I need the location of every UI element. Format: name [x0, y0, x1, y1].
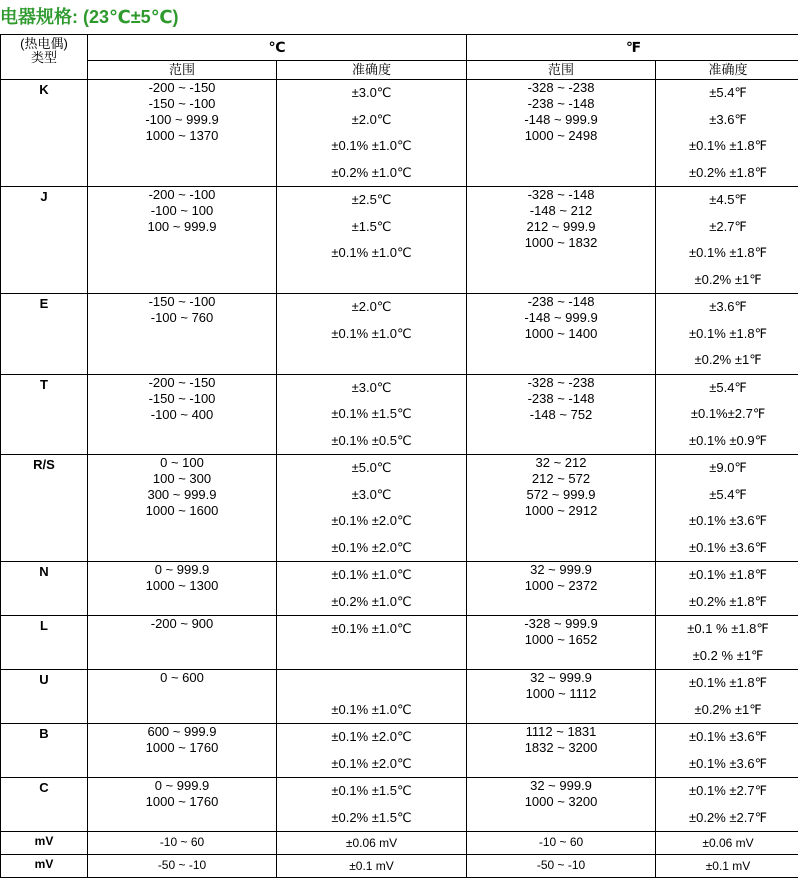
fahrenheit-accuracy-cell	[656, 562, 798, 616]
fahrenheit-range-value: 32 ~ 999.9	[530, 562, 592, 577]
celsius-accuracy-value: ±0.06 mV	[345, 836, 398, 850]
fahrenheit-accuracy-value: ±0.1 mV	[705, 859, 751, 873]
celsius-accuracy-value: ±0.1% ±2.0℃	[331, 729, 412, 744]
thermocouple-type: L	[1, 616, 88, 670]
celsius-range-cell	[88, 778, 277, 832]
fahrenheit-range-value: 1112 ~ 1831	[525, 724, 597, 739]
celsius-accuracy-cell	[277, 294, 467, 375]
celsius-range-cell	[88, 374, 277, 455]
fahrenheit-accuracy-value: ±0.2% ±1℉	[694, 701, 762, 717]
celsius-range-value: 0 ~ 600	[160, 670, 204, 685]
celsius-accuracy-value: ±0.1% ±1.0℃	[331, 567, 412, 582]
thermocouple-rows	[1, 80, 798, 832]
fahrenheit-accuracy-cell	[656, 832, 798, 855]
celsius-accuracy-cell	[277, 187, 467, 294]
celsius-range-value: 0 ~ 100	[160, 455, 204, 470]
fahrenheit-range-value: 1000 ~ 1400	[524, 326, 598, 341]
header-row-sub	[1, 61, 798, 80]
fahrenheit-accuracy-cell	[656, 616, 798, 670]
fahrenheit-accuracy-value: ±0.1% ±0.9℉	[689, 432, 767, 448]
table-row	[1, 778, 798, 832]
fahrenheit-range-value: -148 ~ 752	[529, 406, 593, 422]
table-row	[1, 616, 798, 670]
fahrenheit-range-cell	[467, 832, 656, 855]
celsius-range-value: -200 ~ -150	[148, 374, 216, 390]
celsius-range-cell	[88, 832, 277, 855]
celsius-accuracy-cell	[277, 832, 467, 855]
table-row	[1, 455, 798, 562]
fahrenheit-accuracy-value: ±0.1% ±3.6℉	[689, 729, 767, 744]
celsius-accuracy-cell	[277, 724, 467, 778]
thermocouple-type: R/S	[1, 455, 88, 562]
fahrenheit-range-value: 32 ~ 999.9	[530, 778, 592, 793]
fahrenheit-range-value: -328 ~ -238	[527, 374, 595, 390]
celsius-accuracy-value: ±0.2% ±1.0℃	[331, 593, 412, 609]
fahrenheit-accuracy-value: ±0.2% ±1.8℉	[689, 593, 767, 609]
celsius-range-value: -100 ~ 100	[150, 203, 214, 218]
fahrenheit-range-value: 1000 ~ 2498	[524, 128, 598, 143]
thermocouple-type: T	[1, 374, 88, 455]
fahrenheit-accuracy-cell	[656, 724, 798, 778]
fahrenheit-range-value: -238 ~ -148	[527, 294, 595, 309]
fahrenheit-range-value: 1000 ~ 1832	[524, 235, 598, 250]
celsius-range-value: -100 ~ 760	[150, 310, 214, 325]
celsius-header: ℃	[88, 35, 467, 61]
fahrenheit-accuracy-value: ±0.2% ±1.8℉	[689, 164, 767, 180]
fahrenheit-range-value: 1000 ~ 3200	[524, 794, 598, 809]
celsius-range-value: -150 ~ -100	[148, 390, 216, 406]
fahrenheit-accuracy-cell	[656, 187, 798, 294]
fahrenheit-range-value: 32 ~ 212	[535, 455, 587, 470]
spec-table	[0, 34, 798, 878]
fahrenheit-header: ℉	[467, 35, 798, 61]
celsius-accuracy-value: ±1.5℃	[351, 218, 392, 234]
celsius-range-value: 1000 ~ 1760	[145, 740, 219, 755]
fahrenheit-accuracy-value: ±0.1% ±3.6℉	[689, 755, 767, 771]
fahrenheit-accuracy-value: ±9.0℉	[709, 460, 747, 475]
celsius-accuracy-value: ±0.1% ±1.0℃	[331, 138, 412, 153]
fahrenheit-range-value: -328 ~ -238	[527, 80, 595, 95]
type-header	[1, 35, 88, 80]
celsius-range-cell	[88, 187, 277, 294]
mv-rows	[1, 832, 798, 878]
fahrenheit-accuracy-value: ±2.7℉	[709, 218, 747, 234]
celsius-range-cell	[88, 294, 277, 375]
fahrenheit-accuracy-value: ±5.4℉	[709, 486, 747, 502]
celsius-accuracy-cell	[277, 374, 467, 455]
fahrenheit-range-value: 1000 ~ 2912	[524, 503, 598, 518]
celsius-accuracy-value: ±0.1% ±1.0℃	[331, 245, 412, 260]
celsius-range-cell	[88, 455, 277, 562]
celsius-accuracy-value: ±2.0℃	[351, 299, 392, 314]
fahrenheit-range-value: 1000 ~ 1652	[524, 632, 598, 647]
table-row	[1, 374, 798, 455]
celsius-range-value: 1000 ~ 1300	[145, 578, 219, 593]
celsius-range-value: 1000 ~ 1600	[145, 503, 219, 518]
celsius-range-value: 600 ~ 999.9	[147, 724, 217, 739]
celsius-accuracy-value: ±0.1% ±1.0℃	[331, 325, 412, 341]
fahrenheit-range-cell	[467, 670, 656, 724]
celsius-accuracy-value: ±0.1% ±1.5℃	[331, 783, 412, 798]
celsius-accuracy-value: ±0.1% ±1.0℃	[331, 701, 412, 717]
celsius-accuracy-value: ±0.2% ±1.5℃	[331, 809, 412, 825]
fahrenheit-range-value: 572 ~ 999.9	[526, 487, 596, 502]
celsius-accuracy-value: ±2.5℃	[351, 192, 392, 207]
signal-type: mV	[1, 855, 88, 878]
fahrenheit-accuracy-value: ±5.4℉	[709, 379, 747, 395]
thermocouple-type: B	[1, 724, 88, 778]
celsius-range-value: 1000 ~ 1370	[145, 128, 219, 143]
fahrenheit-range-value: 1000 ~ 2372	[524, 578, 598, 593]
fahrenheit-range-cell	[467, 294, 656, 375]
fahrenheit-accuracy-cell	[656, 778, 798, 832]
fahrenheit-range-value: -148 ~ 999.9	[524, 310, 598, 325]
fahrenheit-accuracy-value: ±3.6℉	[709, 111, 747, 127]
fahrenheit-accuracy-value: ±0.1% ±1.8℉	[689, 567, 767, 582]
celsius-accuracy-value: ±0.2% ±1.0℃	[331, 164, 412, 180]
celsius-accuracy-cell	[277, 778, 467, 832]
fahrenheit-range-cell	[467, 616, 656, 670]
fahrenheit-range-value: 1000 ~ 1112	[525, 686, 597, 701]
celsius-accuracy-value: ±3.0℃	[351, 486, 392, 502]
celsius-accuracy-cell	[277, 562, 467, 616]
celsius-accuracy-value: ±3.0℃	[351, 379, 392, 395]
thermocouple-type: E	[1, 294, 88, 375]
table-row	[1, 832, 798, 855]
celsius-range-value: -50 ~ -10	[157, 858, 207, 872]
table-row	[1, 80, 798, 187]
table-row	[1, 670, 798, 724]
celsius-range-value: -100 ~ 400	[150, 406, 214, 422]
fahrenheit-accuracy-value: ±4.5℉	[709, 192, 747, 207]
table-row	[1, 562, 798, 616]
fahrenheit-accuracy-cell	[656, 294, 798, 375]
type-header-line1: (热电偶)	[20, 36, 68, 51]
fahrenheit-range-value: -328 ~ 999.9	[524, 616, 598, 631]
thermocouple-type: N	[1, 562, 88, 616]
fahrenheit-range-value: -148 ~ 212	[529, 203, 593, 218]
fahrenheit-accuracy-value: ±0.1% ±1.8℉	[689, 245, 767, 260]
celsius-accuracy-value: ±5.0℃	[351, 460, 392, 475]
fahrenheit-accuracy-value: ±0.1% ±3.6℉	[689, 513, 767, 528]
celsius-range-cell	[88, 670, 277, 724]
fahrenheit-accuracy-value: ±0.06 mV	[702, 836, 754, 850]
fahrenheit-range-value: 1832 ~ 3200	[524, 740, 598, 755]
type-header-line2: 类型	[30, 50, 57, 65]
celsius-accuracy-value: ±0.1 mV	[349, 859, 394, 873]
fahrenheit-accuracy-value: ±0.2% ±2.7℉	[689, 809, 767, 825]
fahrenheit-accuracy-cell	[656, 374, 798, 455]
fahrenheit-accuracy-value: ±3.6℉	[709, 299, 747, 314]
celsius-range-value: -10 ~ 60	[159, 835, 205, 849]
fahrenheit-accuracy-cell	[656, 670, 798, 724]
celsius-range-cell	[88, 855, 277, 878]
fahrenheit-range-cell	[467, 724, 656, 778]
celsius-range-value: 300 ~ 999.9	[147, 487, 217, 502]
celsius-accuracy-cell	[277, 80, 467, 187]
fahrenheit-range-value: -238 ~ -148	[527, 390, 595, 406]
celsius-range-cell	[88, 724, 277, 778]
table-row	[1, 187, 798, 294]
celsius-accuracy-value	[277, 670, 466, 697]
celsius-range-value: -200 ~ -150	[148, 80, 216, 95]
celsius-accuracy-value: ±0.1% ±1.0℃	[331, 621, 412, 636]
fahrenheit-range-value: -328 ~ -148	[527, 187, 595, 202]
thermocouple-type: C	[1, 778, 88, 832]
celsius-accuracy-value: ±0.1% ±1.5℃	[331, 406, 412, 421]
celsius-range-value: -150 ~ -100	[148, 294, 216, 309]
table-row	[1, 855, 798, 878]
celsius-range-value: -200 ~ 900	[150, 616, 214, 631]
celsius-range-value: 0 ~ 999.9	[154, 562, 210, 577]
fahrenheit-accuracy-value: ±0.1% ±1.8℉	[689, 675, 767, 690]
celsius-accuracy-header: 准确度	[277, 61, 467, 80]
celsius-accuracy-value: ±0.1% ±0.5℃	[331, 432, 412, 448]
celsius-range-cell	[88, 616, 277, 670]
fahrenheit-accuracy-cell	[656, 455, 798, 562]
celsius-accuracy-value: ±0.1% ±2.0℃	[331, 755, 412, 771]
fahrenheit-range-cell	[467, 187, 656, 294]
fahrenheit-accuracy-value: ±0.1% ±1.8℉	[689, 138, 767, 153]
celsius-accuracy-value: ±3.0℃	[351, 85, 392, 100]
celsius-accuracy-cell	[277, 855, 467, 878]
thermocouple-type: K	[1, 80, 88, 187]
fahrenheit-accuracy-value: ±5.4℉	[709, 85, 747, 100]
thermocouple-type: J	[1, 187, 88, 294]
fahrenheit-accuracy-value: ±0.1%±2.7℉	[690, 406, 766, 421]
fahrenheit-range-cell	[467, 778, 656, 832]
fahrenheit-accuracy-value: ±0.2% ±1℉	[694, 271, 762, 287]
fahrenheit-range-value: -238 ~ -148	[527, 96, 595, 111]
fahrenheit-range-header: 范围	[467, 61, 656, 80]
fahrenheit-accuracy-value: ±0.1% ±1.8℉	[689, 325, 767, 341]
celsius-range-cell	[88, 562, 277, 616]
fahrenheit-range-value: 212 ~ 999.9	[526, 219, 596, 234]
celsius-range-value: 100 ~ 300	[152, 471, 212, 486]
fahrenheit-accuracy-cell	[656, 80, 798, 187]
page-title: 电器规格: (23℃±5℃)	[0, 7, 179, 27]
fahrenheit-accuracy-value: ±0.2% ±1℉	[694, 352, 762, 367]
celsius-range-header: 范围	[88, 61, 277, 80]
table-row	[1, 724, 798, 778]
celsius-accuracy-cell	[277, 616, 467, 670]
table-row	[1, 294, 798, 375]
fahrenheit-accuracy-value: ±0.1% ±2.7℉	[689, 783, 767, 798]
celsius-range-value: 0 ~ 999.9	[154, 778, 210, 793]
signal-type: mV	[1, 832, 88, 855]
celsius-accuracy-cell	[277, 455, 467, 562]
celsius-accuracy-value: ±0.1% ±2.0℃	[331, 513, 412, 528]
fahrenheit-range-cell	[467, 562, 656, 616]
celsius-range-value: 1000 ~ 1760	[145, 794, 219, 809]
fahrenheit-accuracy-header: 准确度	[656, 61, 798, 80]
fahrenheit-range-value: -148 ~ 999.9	[524, 112, 598, 127]
fahrenheit-range-cell	[467, 455, 656, 562]
celsius-accuracy-value: ±2.0℃	[351, 111, 392, 127]
celsius-accuracy-value: ±0.1% ±2.0℃	[331, 539, 412, 555]
thermocouple-type: U	[1, 670, 88, 724]
fahrenheit-accuracy-cell	[656, 855, 798, 878]
fahrenheit-range-value: 32 ~ 999.9	[530, 670, 592, 685]
fahrenheit-range-value: -10 ~ 60	[538, 835, 584, 849]
celsius-range-value: -150 ~ -100	[148, 96, 216, 111]
fahrenheit-range-cell	[467, 80, 656, 187]
fahrenheit-range-cell	[467, 374, 656, 455]
fahrenheit-range-value: -50 ~ -10	[536, 858, 586, 872]
fahrenheit-accuracy-value: ±0.1 % ±1.8℉	[687, 621, 769, 636]
celsius-range-value: 100 ~ 999.9	[147, 219, 217, 234]
celsius-range-value: -100 ~ 999.9	[145, 112, 219, 127]
fahrenheit-accuracy-value: ±0.2 % ±1℉	[692, 647, 764, 663]
fahrenheit-accuracy-value: ±0.1% ±3.6℉	[689, 539, 767, 555]
fahrenheit-range-value: 212 ~ 572	[531, 471, 591, 486]
celsius-range-value: -200 ~ -100	[148, 187, 216, 202]
celsius-accuracy-cell	[277, 670, 467, 724]
header-row-units	[1, 35, 798, 61]
fahrenheit-range-cell	[467, 855, 656, 878]
celsius-range-cell	[88, 80, 277, 187]
